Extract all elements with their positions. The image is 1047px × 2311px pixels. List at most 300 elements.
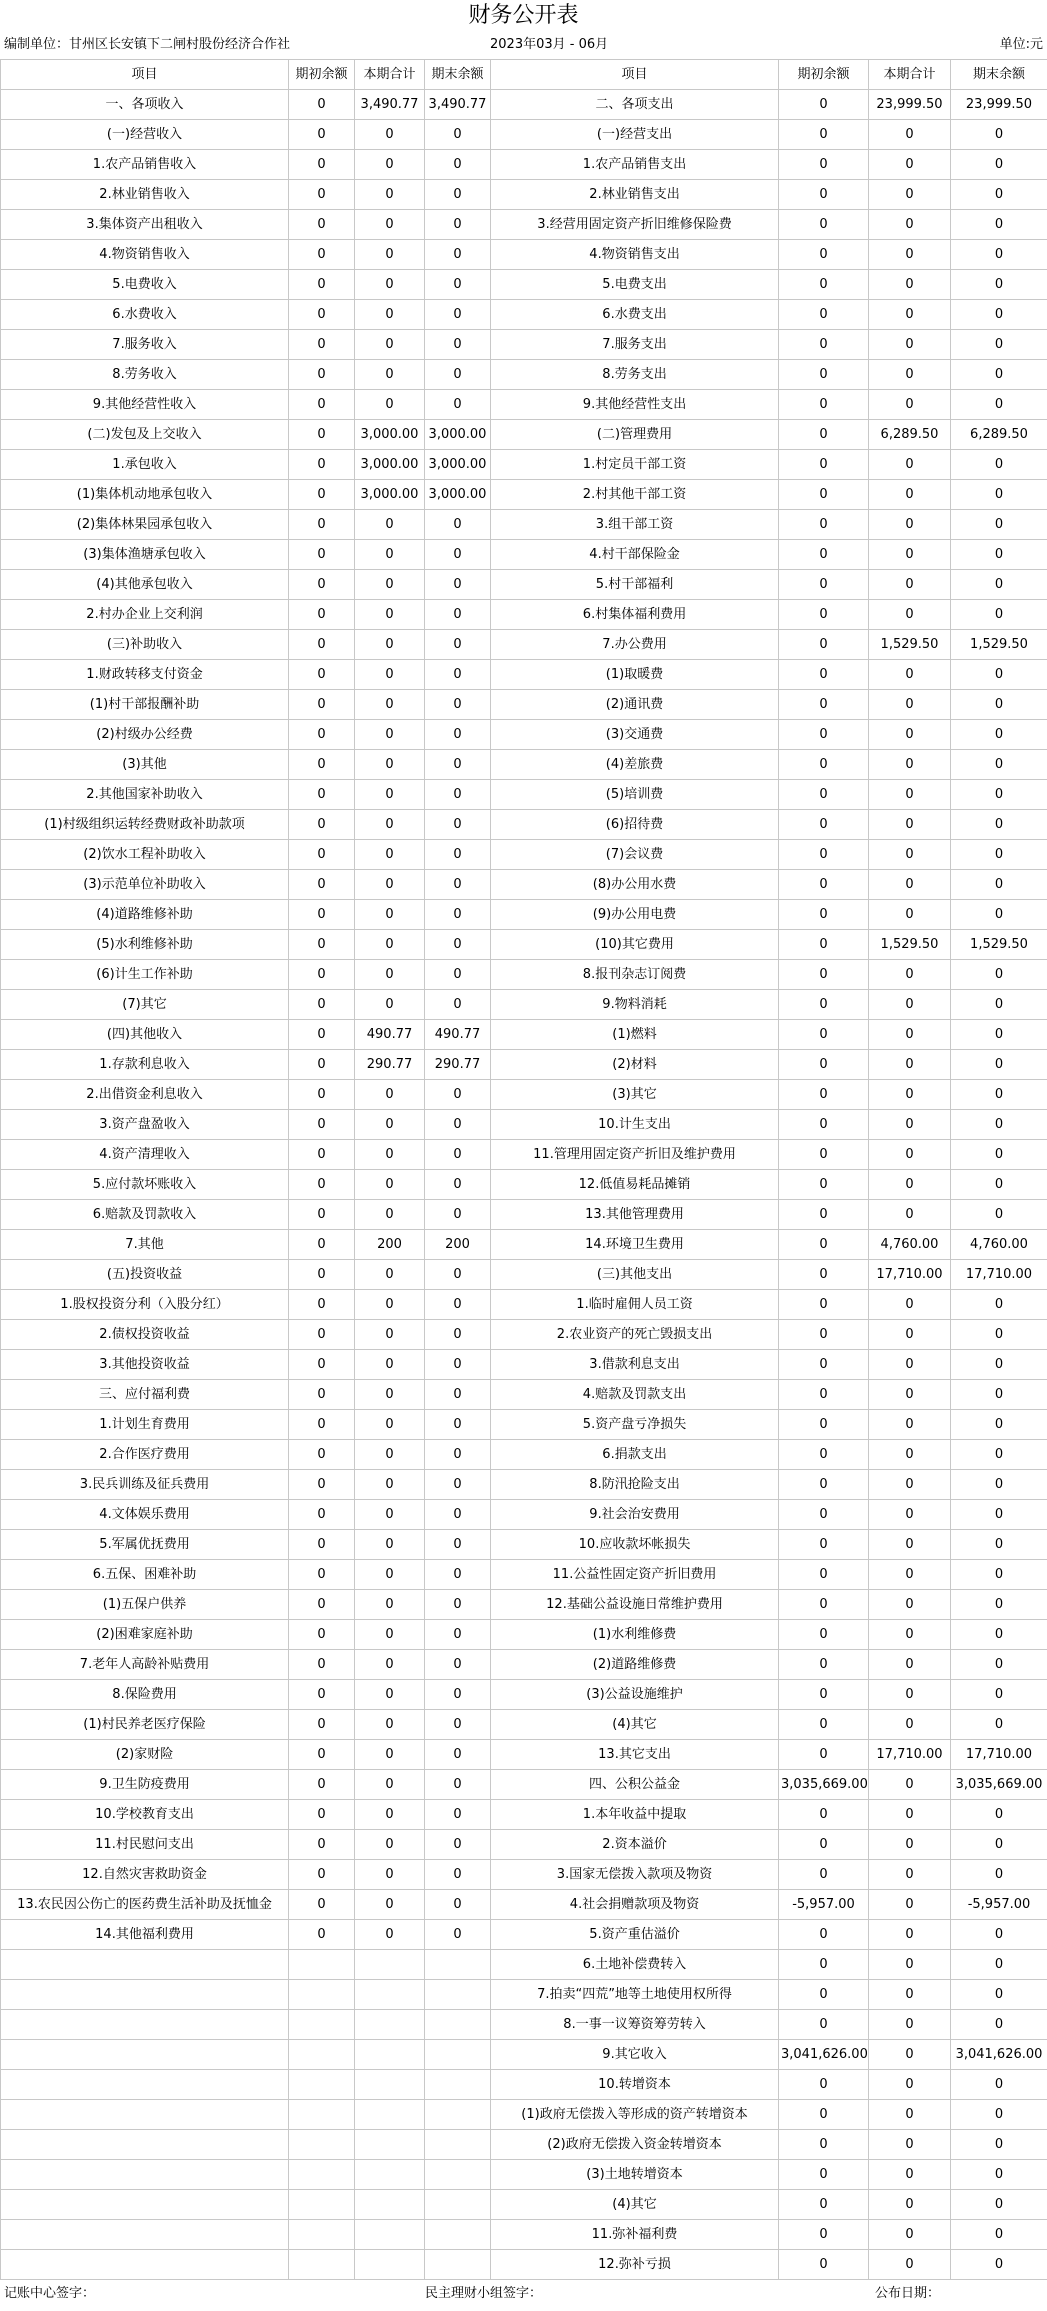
- amount-cell: 0: [869, 2250, 951, 2280]
- amount-cell: 0: [869, 1200, 951, 1230]
- amount-cell: 0: [355, 1350, 425, 1380]
- amount-cell: 0: [355, 750, 425, 780]
- amount-cell: 0: [425, 1590, 491, 1620]
- amount-cell: 0: [425, 1380, 491, 1410]
- item-cell: 3.组干部工资: [491, 510, 779, 540]
- amount-cell: 3,000.00: [355, 480, 425, 510]
- amount-cell: 0: [779, 1800, 869, 1830]
- table-row: [1, 90, 1047, 120]
- amount-cell: 0: [869, 720, 951, 750]
- amount-cell: 0: [779, 2220, 869, 2250]
- amount-cell: 0: [355, 1290, 425, 1320]
- table-row: [1, 990, 1047, 1020]
- table-row: [1, 1920, 1047, 1950]
- item-cell: 9.其他经营性支出: [491, 390, 779, 420]
- amount-cell: 0: [355, 1440, 425, 1470]
- amount-cell: 0: [425, 600, 491, 630]
- amount-cell: 0: [779, 930, 869, 960]
- table-row: [1, 1470, 1047, 1500]
- amount-cell: 0: [779, 630, 869, 660]
- table-row: [1, 1110, 1047, 1140]
- amount-cell: [289, 2040, 355, 2070]
- amount-cell: 0: [425, 1350, 491, 1380]
- amount-cell: 0: [779, 1560, 869, 1590]
- amount-cell: 0: [425, 1890, 491, 1920]
- item-cell: 7.服务支出: [491, 330, 779, 360]
- item-cell: [1, 2010, 289, 2040]
- amount-cell: 0: [425, 1860, 491, 1890]
- amount-cell: 0: [355, 1620, 425, 1650]
- item-cell: [1, 2190, 289, 2220]
- item-cell: 四、公积公益金: [491, 1770, 779, 1800]
- amount-cell: 3,000.00: [355, 450, 425, 480]
- table-row: [1, 2100, 1047, 2130]
- amount-cell: 0: [355, 690, 425, 720]
- amount-cell: 0: [779, 1230, 869, 1260]
- table-row: [1, 1440, 1047, 1470]
- amount-cell: 0: [779, 1680, 869, 1710]
- amount-cell: [425, 2070, 491, 2100]
- item-cell: 9.社会治安费用: [491, 1500, 779, 1530]
- amount-cell: 0: [951, 2190, 1047, 2220]
- amount-cell: 0: [869, 1770, 951, 1800]
- committee-signature: 民主理财小组签字：: [425, 2286, 543, 2301]
- table-row: [1, 1770, 1047, 1800]
- amount-cell: 0: [779, 1830, 869, 1860]
- amount-cell: 0: [951, 600, 1047, 630]
- amount-cell: 0: [779, 840, 869, 870]
- amount-cell: 0: [779, 390, 869, 420]
- amount-cell: 0: [779, 1650, 869, 1680]
- table-row: [1, 1650, 1047, 1680]
- bookkeeper-signature: 记账中心签字：: [4, 2286, 96, 2301]
- amount-cell: 0: [779, 2010, 869, 2040]
- amount-cell: 0: [869, 1590, 951, 1620]
- table-row: [1, 2250, 1047, 2280]
- amount-cell: 0: [355, 1380, 425, 1410]
- amount-cell: 0: [425, 1110, 491, 1140]
- item-cell: (1)燃料: [491, 1020, 779, 1050]
- amount-cell: 0: [289, 1890, 355, 1920]
- item-cell: 11.管理用固定资产折旧及维护费用: [491, 1140, 779, 1170]
- amount-cell: 0: [289, 1770, 355, 1800]
- amount-cell: 0: [779, 870, 869, 900]
- amount-cell: 0: [355, 1320, 425, 1350]
- amount-cell: 0: [951, 810, 1047, 840]
- amount-cell: 490.77: [425, 1020, 491, 1050]
- item-cell: 3.其他投资收益: [1, 1350, 289, 1380]
- amount-cell: 0: [951, 570, 1047, 600]
- amount-cell: 0: [779, 450, 869, 480]
- amount-cell: 0: [869, 660, 951, 690]
- amount-cell: 0: [869, 1830, 951, 1860]
- amount-cell: 0: [425, 1320, 491, 1350]
- amount-cell: [289, 2010, 355, 2040]
- amount-cell: 0: [951, 1380, 1047, 1410]
- amount-cell: 0: [289, 300, 355, 330]
- item-cell: 1.财政转移支付资金: [1, 660, 289, 690]
- amount-cell: 290.77: [425, 1050, 491, 1080]
- amount-cell: 0: [289, 1620, 355, 1650]
- amount-cell: 0: [869, 1440, 951, 1470]
- amount-cell: 0: [779, 1050, 869, 1080]
- amount-cell: 0: [869, 1890, 951, 1920]
- amount-cell: 17,710.00: [869, 1260, 951, 1290]
- table-row: [1, 1020, 1047, 1050]
- item-cell: 7.老年人高龄补贴费用: [1, 1650, 289, 1680]
- amount-cell: 0: [951, 1620, 1047, 1650]
- amount-cell: 0: [425, 900, 491, 930]
- amount-cell: 0: [425, 780, 491, 810]
- item-cell: (1)五保户供养: [1, 1590, 289, 1620]
- amount-cell: 0: [355, 1800, 425, 1830]
- amount-cell: -5,957.00: [779, 1890, 869, 1920]
- amount-cell: 0: [951, 2160, 1047, 2190]
- amount-cell: 0: [355, 390, 425, 420]
- amount-cell: 0: [951, 1200, 1047, 1230]
- amount-cell: 0: [779, 690, 869, 720]
- table-row: [1, 1830, 1047, 1860]
- amount-cell: 0: [869, 450, 951, 480]
- amount-cell: 0: [951, 2070, 1047, 2100]
- amount-cell: 0: [355, 840, 425, 870]
- column-header: 期末余额: [425, 60, 491, 90]
- amount-cell: 0: [951, 390, 1047, 420]
- item-cell: [1, 2130, 289, 2160]
- amount-cell: 0: [869, 1170, 951, 1200]
- item-cell: (3)土地转增资本: [491, 2160, 779, 2190]
- amount-cell: 0: [779, 1530, 869, 1560]
- amount-cell: [289, 2100, 355, 2130]
- amount-cell: 0: [951, 690, 1047, 720]
- table-body: [1, 90, 1047, 2280]
- amount-cell: 0: [951, 1020, 1047, 1050]
- amount-cell: 0: [425, 1740, 491, 1770]
- amount-cell: 0: [355, 600, 425, 630]
- item-cell: (2)困难家庭补助: [1, 1620, 289, 1650]
- amount-cell: 0: [355, 1770, 425, 1800]
- item-cell: (7)会议费: [491, 840, 779, 870]
- amount-cell: 0: [951, 1500, 1047, 1530]
- amount-cell: 0: [869, 1620, 951, 1650]
- amount-cell: 0: [289, 1680, 355, 1710]
- item-cell: 9.物料消耗: [491, 990, 779, 1020]
- item-cell: (3)交通费: [491, 720, 779, 750]
- item-cell: 12.基础公益设施日常维护费用: [491, 1590, 779, 1620]
- item-cell: 12.弥补亏损: [491, 2250, 779, 2280]
- amount-cell: 0: [869, 1020, 951, 1050]
- item-cell: [1, 2100, 289, 2130]
- amount-cell: 0: [425, 840, 491, 870]
- amount-cell: 0: [779, 600, 869, 630]
- amount-cell: 0: [951, 1110, 1047, 1140]
- amount-cell: 0: [355, 930, 425, 960]
- amount-cell: 0: [951, 990, 1047, 1020]
- amount-cell: 0: [869, 2190, 951, 2220]
- amount-cell: [425, 2100, 491, 2130]
- item-cell: 2.出借资金利息收入: [1, 1080, 289, 1110]
- item-cell: (3)示范单位补助收入: [1, 870, 289, 900]
- amount-cell: 0: [425, 750, 491, 780]
- item-cell: (四)其他收入: [1, 1020, 289, 1050]
- amount-cell: 0: [779, 960, 869, 990]
- table-row: [1, 1140, 1047, 1170]
- amount-cell: 0: [289, 1080, 355, 1110]
- amount-cell: 0: [425, 1080, 491, 1110]
- item-cell: (4)其它: [491, 2190, 779, 2220]
- item-cell: 7.服务收入: [1, 330, 289, 360]
- amount-cell: 0: [951, 1680, 1047, 1710]
- item-cell: 5.资产盘亏净损失: [491, 1410, 779, 1440]
- table-row: [1, 1680, 1047, 1710]
- item-cell: [1, 2220, 289, 2250]
- table-row: [1, 930, 1047, 960]
- amount-cell: 0: [289, 1530, 355, 1560]
- amount-cell: 0: [869, 1530, 951, 1560]
- amount-cell: 0: [425, 960, 491, 990]
- amount-cell: 0: [951, 1950, 1047, 1980]
- amount-cell: 0: [951, 2250, 1047, 2280]
- amount-cell: [425, 2010, 491, 2040]
- table-row: [1, 870, 1047, 900]
- meta-bar: [0, 31, 1047, 59]
- amount-cell: 0: [425, 1650, 491, 1680]
- amount-cell: 0: [289, 840, 355, 870]
- amount-cell: 0: [355, 1650, 425, 1680]
- table-row: [1, 1710, 1047, 1740]
- amount-cell: 0: [289, 1290, 355, 1320]
- amount-cell: 3,000.00: [425, 480, 491, 510]
- item-cell: 7.办公费用: [491, 630, 779, 660]
- table-row: [1, 1740, 1047, 1770]
- item-cell: (10)其它费用: [491, 930, 779, 960]
- amount-cell: 0: [951, 1290, 1047, 1320]
- item-cell: (1)村民养老医疗保险: [1, 1710, 289, 1740]
- amount-cell: 0: [289, 930, 355, 960]
- item-cell: (8)办公用水费: [491, 870, 779, 900]
- amount-cell: 0: [951, 1440, 1047, 1470]
- table-row: [1, 2040, 1047, 2070]
- amount-cell: 0: [425, 270, 491, 300]
- table-row: [1, 1200, 1047, 1230]
- table-row: [1, 1050, 1047, 1080]
- amount-cell: [289, 2070, 355, 2100]
- amount-cell: 0: [951, 750, 1047, 780]
- table-row: [1, 180, 1047, 210]
- amount-cell: 0: [355, 960, 425, 990]
- amount-cell: 0: [289, 150, 355, 180]
- item-cell: (6)计生工作补助: [1, 960, 289, 990]
- amount-cell: -5,957.00: [951, 1890, 1047, 1920]
- amount-cell: 0: [425, 150, 491, 180]
- amount-cell: 0: [779, 900, 869, 930]
- amount-cell: 3,000.00: [425, 450, 491, 480]
- item-cell: 2.合作医疗费用: [1, 1440, 289, 1470]
- amount-cell: 0: [869, 2220, 951, 2250]
- amount-cell: 0: [289, 1920, 355, 1950]
- amount-cell: 0: [779, 720, 869, 750]
- amount-cell: [425, 2220, 491, 2250]
- item-cell: 2.林业销售收入: [1, 180, 289, 210]
- item-cell: 4.物资销售收入: [1, 240, 289, 270]
- period: 2023年03月 - 06月: [490, 37, 609, 52]
- table-row: [1, 840, 1047, 870]
- amount-cell: 0: [355, 1560, 425, 1590]
- amount-cell: 0: [355, 570, 425, 600]
- amount-cell: 200: [355, 1230, 425, 1260]
- amount-cell: 0: [869, 2010, 951, 2040]
- amount-cell: [355, 1950, 425, 1980]
- amount-cell: 0: [869, 600, 951, 630]
- amount-cell: 0: [289, 900, 355, 930]
- amount-cell: 0: [869, 1080, 951, 1110]
- footer: [0, 2280, 1047, 2308]
- amount-cell: 0: [869, 900, 951, 930]
- amount-cell: 0: [869, 390, 951, 420]
- amount-cell: 0: [779, 570, 869, 600]
- item-cell: 11.公益性固定资产折旧费用: [491, 1560, 779, 1590]
- item-cell: 2.村其他干部工资: [491, 480, 779, 510]
- amount-cell: 0: [289, 1440, 355, 1470]
- item-cell: (1)集体机动地承包收入: [1, 480, 289, 510]
- item-cell: (3)其他: [1, 750, 289, 780]
- amount-cell: [355, 2040, 425, 2070]
- amount-cell: 0: [951, 2130, 1047, 2160]
- item-cell: 6.水费收入: [1, 300, 289, 330]
- table-row: [1, 660, 1047, 690]
- amount-cell: 0: [289, 1380, 355, 1410]
- column-header: 期末余额: [951, 60, 1047, 90]
- item-cell: 1.村定员干部工资: [491, 450, 779, 480]
- amount-cell: 0: [779, 540, 869, 570]
- amount-cell: 0: [779, 1140, 869, 1170]
- amount-cell: 0: [289, 420, 355, 450]
- amount-cell: 0: [951, 660, 1047, 690]
- amount-cell: 0: [779, 750, 869, 780]
- item-cell: [1, 2040, 289, 2070]
- amount-cell: 0: [425, 870, 491, 900]
- item-cell: 5.村干部福利: [491, 570, 779, 600]
- amount-cell: 0: [355, 1890, 425, 1920]
- item-cell: 13.其它支出: [491, 1740, 779, 1770]
- amount-cell: 0: [951, 2220, 1047, 2250]
- amount-cell: 0: [951, 360, 1047, 390]
- table-row: [1, 450, 1047, 480]
- amount-cell: 0: [289, 120, 355, 150]
- table-row: [1, 1350, 1047, 1380]
- table-row: [1, 2130, 1047, 2160]
- amount-cell: 0: [869, 150, 951, 180]
- header-row: [1, 60, 1047, 90]
- amount-cell: 0: [869, 210, 951, 240]
- item-cell: 10.学校教育支出: [1, 1800, 289, 1830]
- amount-cell: 0: [779, 810, 869, 840]
- amount-cell: 0: [355, 660, 425, 690]
- amount-cell: 0: [289, 1800, 355, 1830]
- amount-cell: 0: [289, 1590, 355, 1620]
- amount-cell: 0: [425, 1920, 491, 1950]
- item-cell: (1)村干部报酬补助: [1, 690, 289, 720]
- amount-cell: 0: [779, 1440, 869, 1470]
- item-cell: (一)经营支出: [491, 120, 779, 150]
- unit-name: 编制单位：甘州区长安镇下二闸村股份经济合作社: [4, 37, 291, 52]
- amount-cell: 0: [355, 1260, 425, 1290]
- table-row: [1, 210, 1047, 240]
- amount-cell: 0: [425, 120, 491, 150]
- item-cell: [1, 2160, 289, 2190]
- amount-cell: 0: [951, 870, 1047, 900]
- item-cell: 5.资产重估溢价: [491, 1920, 779, 1950]
- amount-cell: 0: [425, 1290, 491, 1320]
- amount-cell: 0: [355, 210, 425, 240]
- amount-cell: 0: [869, 510, 951, 540]
- amount-cell: 0: [425, 1170, 491, 1200]
- item-cell: 8.防汛抢险支出: [491, 1470, 779, 1500]
- item-cell: (3)其它: [491, 1080, 779, 1110]
- amount-cell: 0: [289, 1320, 355, 1350]
- amount-cell: 0: [869, 1560, 951, 1590]
- item-cell: 4.赔款及罚款支出: [491, 1380, 779, 1410]
- amount-cell: 3,035,669.00: [951, 1770, 1047, 1800]
- table-row: [1, 420, 1047, 450]
- amount-cell: 0: [425, 300, 491, 330]
- amount-cell: [425, 2040, 491, 2070]
- amount-cell: 0: [355, 1170, 425, 1200]
- item-cell: (三)补助收入: [1, 630, 289, 660]
- amount-cell: 0: [779, 1080, 869, 1110]
- amount-cell: 0: [779, 2070, 869, 2100]
- amount-cell: [355, 2220, 425, 2250]
- table-row: [1, 300, 1047, 330]
- amount-cell: 0: [951, 270, 1047, 300]
- amount-cell: 0: [779, 1380, 869, 1410]
- item-cell: 6.捐款支出: [491, 1440, 779, 1470]
- amount-cell: 3,041,626.00: [951, 2040, 1047, 2070]
- table-row: [1, 1860, 1047, 1890]
- amount-cell: 0: [355, 1470, 425, 1500]
- amount-cell: 0: [425, 570, 491, 600]
- table-row: [1, 390, 1047, 420]
- item-cell: [1, 1950, 289, 1980]
- amount-cell: 0: [779, 1860, 869, 1890]
- amount-cell: 0: [951, 840, 1047, 870]
- amount-cell: 3,041,626.00: [779, 2040, 869, 2070]
- amount-cell: 1,529.50: [869, 630, 951, 660]
- amount-cell: 0: [951, 2010, 1047, 2040]
- item-cell: (2)通讯费: [491, 690, 779, 720]
- page-title: 财务公开表: [468, 3, 579, 28]
- item-cell: [1, 2070, 289, 2100]
- publish-date: 公布日期：: [875, 2286, 941, 2301]
- amount-cell: 0: [951, 150, 1047, 180]
- amount-cell: 0: [289, 600, 355, 630]
- amount-cell: 3,490.77: [355, 90, 425, 120]
- amount-cell: 0: [869, 1920, 951, 1950]
- amount-cell: 0: [355, 180, 425, 210]
- amount-cell: 0: [779, 1950, 869, 1980]
- amount-cell: 0: [869, 870, 951, 900]
- amount-cell: 0: [869, 1110, 951, 1140]
- table-row: [1, 1230, 1047, 1260]
- item-cell: 6.村集体福利费用: [491, 600, 779, 630]
- item-cell: [1, 2250, 289, 2280]
- amount-cell: 0: [289, 1140, 355, 1170]
- amount-cell: [289, 2130, 355, 2160]
- item-cell: (1)村级组织运转经费财政补助款项: [1, 810, 289, 840]
- column-header: 项目: [1, 60, 289, 90]
- amount-cell: 0: [779, 1320, 869, 1350]
- item-cell: (1)取暖费: [491, 660, 779, 690]
